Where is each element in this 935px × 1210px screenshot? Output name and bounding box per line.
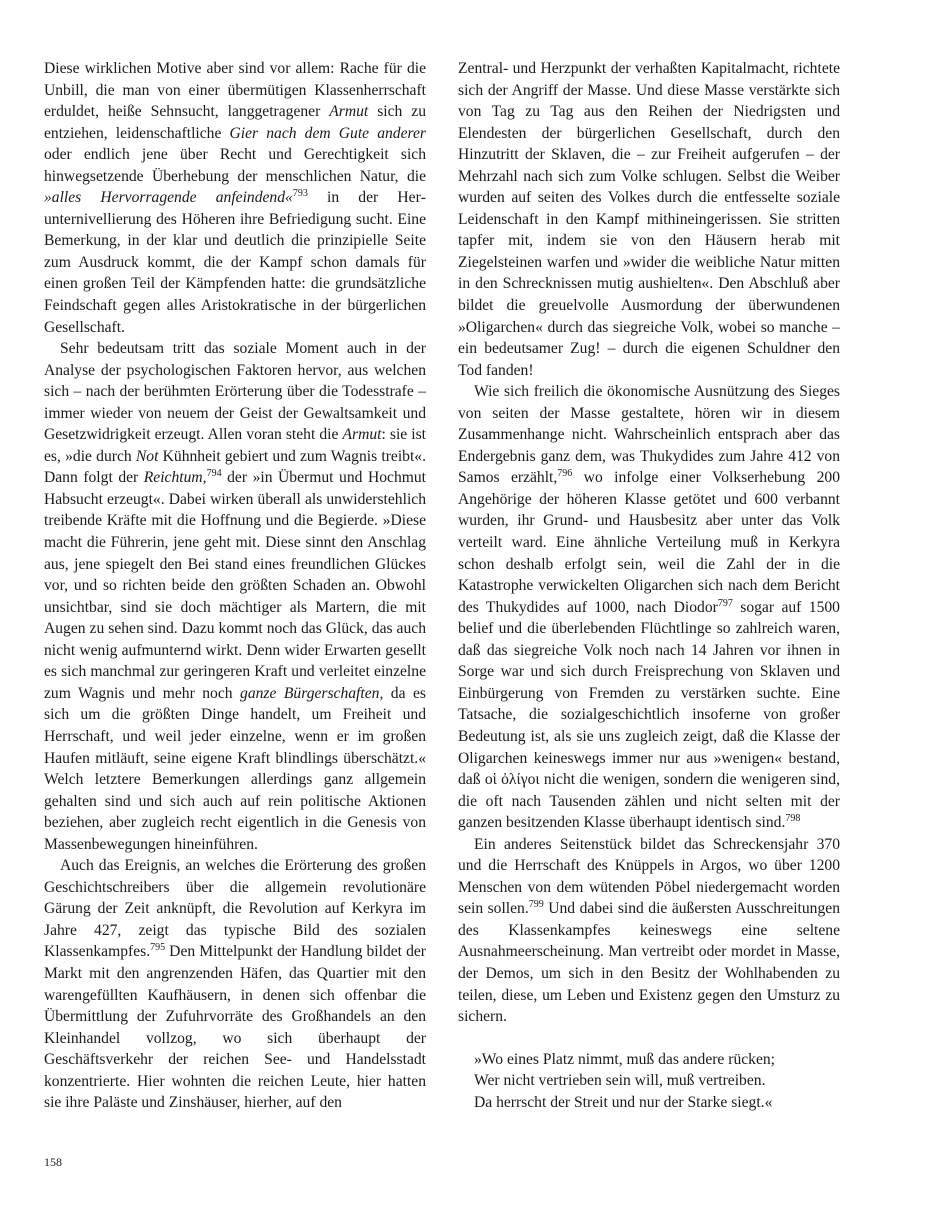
page-number: 158 bbox=[44, 1155, 62, 1169]
text-run: der »in Übermut und Hochmut Habsucht erzeugt«. Dabei wirken überall als unwiderstehlich treibende Kräfte mit die Hoffnung und die Begierde. »Diese macht die Führerin, jene geht mit. Diese sinnt den Anschlag aus, jene spiegelt den Bei stand eines freundlichen Glückes vor, und so richten beide den größten Schaden an. Obwohl unsichtbar, sind sie doch mächtiger als Martern, die mit Augen zu sehen sind. Dazu kommt noch das Glück, das auch nicht wenig aufmunternd wirkt. Denn wider Erwarten gesellt es sich manchmal zur geringeren Kraft und verleitet einzelne zum Wagnis und mehr noch bbox=[44, 469, 426, 702]
left-column bbox=[44, 58, 426, 1114]
text-run: Den Mittelpunkt der Handlung bildet der Markt mit den angrenzenden Häfen, das Quartier mit den warengefüllten Kaufhäusern, in denen sich offenbar die Übermittlung der Zufuhrvorräte des Großhandels an den Kleinhandel vollzog, wo sich überhaupt der Geschäftsverkehr der reichen See- und Handelsstadt konzentrierte. Hier wohnten die reichen Leute, hier hatten sie ihre Paläste und Zinshäuser, hierher, auf den bbox=[44, 943, 426, 1112]
text-run: : sie ist es, »die durch bbox=[44, 426, 427, 465]
verse-line: Wer nicht vertrieben sein will, muß vertreiben. bbox=[474, 1072, 766, 1090]
text-run: sich zu entziehen, leidenschaftliche bbox=[44, 103, 426, 142]
emphasis: Reichtum, bbox=[143, 469, 207, 487]
text-run: Auch das Ereignis, an welches die Erörterung des großen Geschichtschreibers über die allgemein revolutionäre Gärung der Zeit anknüpft, die Revolution auf Kerkyra im Jahre 427, zeigt das typische Bild des sozialen Klassenkampfes. bbox=[44, 857, 426, 961]
paragraph bbox=[458, 381, 840, 833]
text-run: Sehr bedeutsam tritt das soziale Moment auch in der Analyse der psychologischen Faktoren hervor, aus welchen sich – nach der berühmten Erörterung über die Todesstrafe – immer wieder von neuem der Geist der Gewaltsamkeit und Gesetzwidrigkeit erzeugt. Allen voran steht die bbox=[44, 340, 426, 444]
footnote-marker: 794 bbox=[206, 468, 222, 480]
paragraph bbox=[44, 855, 426, 1114]
emphasis: Gier nach dem Gute anderer bbox=[229, 124, 426, 142]
footnote-marker: 796 bbox=[557, 468, 573, 480]
text-run: Wie sich freilich die ökonomische Ausnützung des Sieges von seiten der Masse gestaltete, hören wir in diesem Zusammenhange nicht. Wahrscheinlich entsprach aber das Endergebnis ganz dem, was Thukydides zum Jahre 412 von Samos erzählt, bbox=[458, 383, 840, 487]
paragraph bbox=[44, 338, 426, 855]
text-run: in der Herunternivellierung des Höheren ihre Befriedigung sucht. Eine Bemerkung, in der klar und deutlich die prinzipielle Seite zum Ausdruck kommt, die der Kampf schon damals für einen großen Teil der Kämpfenden hatte: die grundsätzliche Feindschaft gegen alles Aristokratische in der bürgerlichen Gesellschaft. bbox=[44, 189, 426, 336]
text-run: Und dabei sind die äußersten Ausschreitungen des Klassenkampfes keineswegs eine seltene Ausnahmeerscheinung. Man vertreibt oder mordet in Masse, der Demos, um sich in den Besitz der Wohlhabenden zu teilen, diese, um Leben und Existenz gegen den Umsturz zu sichern. bbox=[458, 900, 840, 1026]
footnote-marker: 798 bbox=[785, 813, 801, 825]
emphasis: Armut bbox=[329, 103, 369, 121]
right-column bbox=[458, 58, 840, 1113]
text-run: sogar auf 1500 belief und die überlebenden Flüchtlinge so zahlreich waren, daß das siegreiche Volk noch nach 14 Jahren vor ihnen in Sorge war und sich durch Freisprechung von Sklaven und Einbürgerung von Fremden zu verstärken suchte. Eine Tatsache, die sozialgeschichtlich insoferne von großer Bedeutung ist, als sie uns zugleich zeigt, daß die Klasse der Oligarchen keineswegs immer nur aus »wenigen« bestand, daß οἱ ὀλίγοι nicht die wenigen, sondern die wenigeren sind, die oft nach Tausenden zählen und nicht selten mit der ganzen besitzenden Klasse überhaupt identisch sind. bbox=[458, 598, 840, 832]
footnote-marker: 793 bbox=[292, 188, 308, 200]
emphasis: ganze Bürgerschaften, bbox=[240, 684, 384, 702]
footnote-marker: 799 bbox=[528, 899, 544, 911]
emphasis: »alles Hervorragende anfeindend« bbox=[44, 189, 293, 207]
paragraph bbox=[44, 58, 426, 338]
verse-line: »Wo eines Platz nimmt, muß das andere rücken; bbox=[474, 1050, 776, 1068]
footnote-marker: 797 bbox=[717, 597, 733, 609]
text-run: Kühnheit gebiert und zum Wagnis treibt«. Dann folgt der bbox=[44, 447, 426, 487]
verse-line: Da herrscht der Streit und nur der Starke siegt.« bbox=[474, 1093, 773, 1111]
text-run: Ein anderes Seitenstück bildet das Schreckensjahr 370 und die Herrschaft des Knüppels in Argos, wo über 1200 Menschen von dem wütenden Pöbel niedergemacht worden sein sollen. bbox=[458, 835, 840, 918]
text-run: wo infolge einer Volkserhebung 200 Angehörige der höheren Klasse getötet und 600 verbannt wurden, ihr Grund- und Hausbesitz aber unter das Volk verteilt ward. Eine ähnliche Verteilung muß in Kerkyra schon deshalb erfolgt sein, weil die Zahl der in die Katastrophe verwickelten Oligarchen sich nach dem Bericht des Thukydides auf 1000, nach Diodor bbox=[458, 469, 840, 616]
emphasis: Armut bbox=[342, 426, 382, 444]
paragraph bbox=[458, 58, 840, 381]
paragraph bbox=[458, 834, 840, 1028]
text-run: da es sich um die größten Dinge handelt, um Freiheit und Herrschaft, und weil jeder einzelne, wenn er im großen Haufen mitläuft, seine eigene Kraft blindlings überschätzt.« Welch letztere Bemerkungen allerdings ganz allgemein gehalten sind und sich auch auf rein politische Aktionen beziehen, aber zugleich recht eigentlich in die Genesis von Massenbewegungen hineinführen. bbox=[44, 684, 426, 853]
verse-quote bbox=[458, 1049, 840, 1114]
text-run: oder endlich jene über Recht und Gerechtigkeit sich hinwegsetzende Überhebung der menschlichen Natur, die bbox=[44, 146, 426, 185]
text-run: Diese wirklichen Motive aber sind vor allem: Rache für die Unbill, die man von einer übermütigen Klassenherrschaft erduldet, heiße Sehnsucht, langgetragener bbox=[44, 60, 426, 121]
text-run: Zentral- und Herzpunkt der verhaßten Kapitalmacht, richtete sich der Angriff der Masse. Und diese Masse verstärkte sich von Tag zu Tag aus den Reihen der Niedrigsten und Elendesten der bürgerlichen Gesellschaft, durch den Hinzutritt der Sklaven, die – zur Freiheit aufgerufen – der Mehrzahl nach sich zum Volke schlugen. Selbst die Weiber wurden auf seiten des Volkes durch die entfesselte soziale Leidenschaft in den Kampf mithineingerissen. Sie stritten tapfer mit, indem sie von den Häusern herab mit Ziegelsteinen warfen und »wider die weibliche Natur mitten in den Schrecknissen mutig aushielten«. Den Abschluß aber bildet die greuelvolle Ausmordung der überwundenen »Oligarchen« durch das siegreiche Volk, wobei so manche – ein bedeutsamer Zug! – durch die eigenen Schuldner den Tod fanden! bbox=[458, 60, 840, 379]
footnote-marker: 795 bbox=[150, 942, 166, 954]
emphasis: Not bbox=[135, 447, 159, 465]
